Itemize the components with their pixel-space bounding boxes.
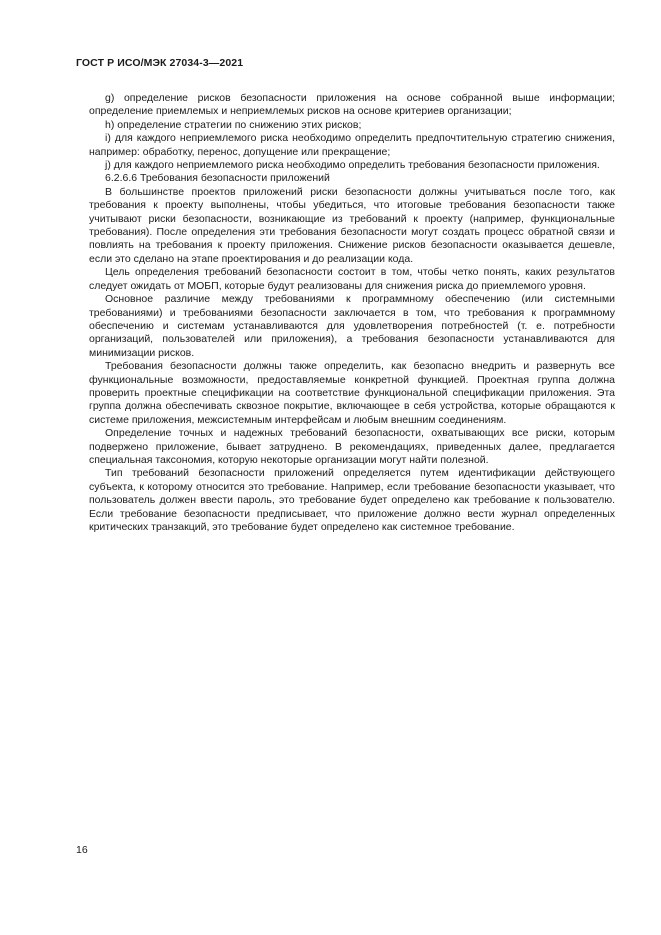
document-body — [89, 92, 615, 534]
paragraph: Цель определения требований безопасности состоит в том, чтобы четко понять, каких результатов следует ожидать от МОБП, которые будут реализованы для снижения риска до приемлемого уровня. — [89, 266, 615, 292]
paragraph: Определение точных и надежных требований безопасности, охватывающих все риски, которым подвержено приложение, бывает затруднено. В рекомендациях, приведенных далее, предлагается специальная таксономия, которую некоторые организации могут найти полезной. — [89, 427, 615, 466]
list-item-i: i) для каждого неприемлемого риска необходимо определить предпочтительную стратегию снижения, например: обработку, перенос, допущение или прекращение; — [89, 132, 615, 158]
paragraph: Требования безопасности должны также определить, как безопасно внедрить и развернуть все функциональные возможности, предоставляемые конкретной функцией. Проектная группа должна проверить проектные спецификации на соответствие функциональной спецификации приложения. Эта группа должна обеспечивать сквозное покрытие, включающее в себя устройства, которые обращаются к системе приложения, межсистемным интерфейсам и любым внешним соединениям. — [89, 360, 615, 426]
page-number: 16 — [76, 844, 88, 856]
paragraph: Тип требований безопасности приложений определяется путем идентификации действующего субъекта, к которому относится это требование. Например, если требование безопасности указывает, что пользователь должен ввести пароль, это требование будет определено как требование к пользователю. Если требование безопасности предписывает, что приложение должно вести журнал определенных критических транзакций, это требование будет определено как системное требование. — [89, 467, 615, 533]
paragraph: Основное различие между требованиями к программному обеспечению (или системными требованиями) и требованиями безопасности заключается в том, что требования к программному обеспечению и системам устанавливаются для удовлетворения потребностей (т. е. потребности организаций, пользователей или приложения), а требования безопасности устанавливаются для минимизации рисков. — [89, 293, 615, 359]
list-item-g: g) определение рисков безопасности приложения на основе собранной выше информации; определение приемлемых и неприемлемых рисков на основе критериев организации; — [89, 92, 615, 118]
list-item-j: j) для каждого неприемлемого риска необходимо определить требования безопасности приложения. — [105, 159, 600, 172]
section-heading: 6.2.6.6 Требования безопасности приложений — [105, 172, 330, 185]
list-item-h: h) определение стратегии по снижению этих рисков; — [105, 118, 362, 131]
paragraph: В большинстве проектов приложений риски безопасности должны учитываться после того, как требования к проекту выполнены, чтобы убедиться, что итоговые требования безопасности также учитывают риски безопасности, возникающие из требований к проекту (например, функциональные требования). После определения эти требования безопасности могут создать процесс обратной связи и повлиять на требования к проекту приложения. Снижение рисков безопасности оказывается дешевле, если это сделано на этапе проектирования и до реализации кода. — [89, 185, 615, 265]
document-header: ГОСТ Р ИСО/МЭК 27034-3—2021 — [76, 57, 244, 69]
